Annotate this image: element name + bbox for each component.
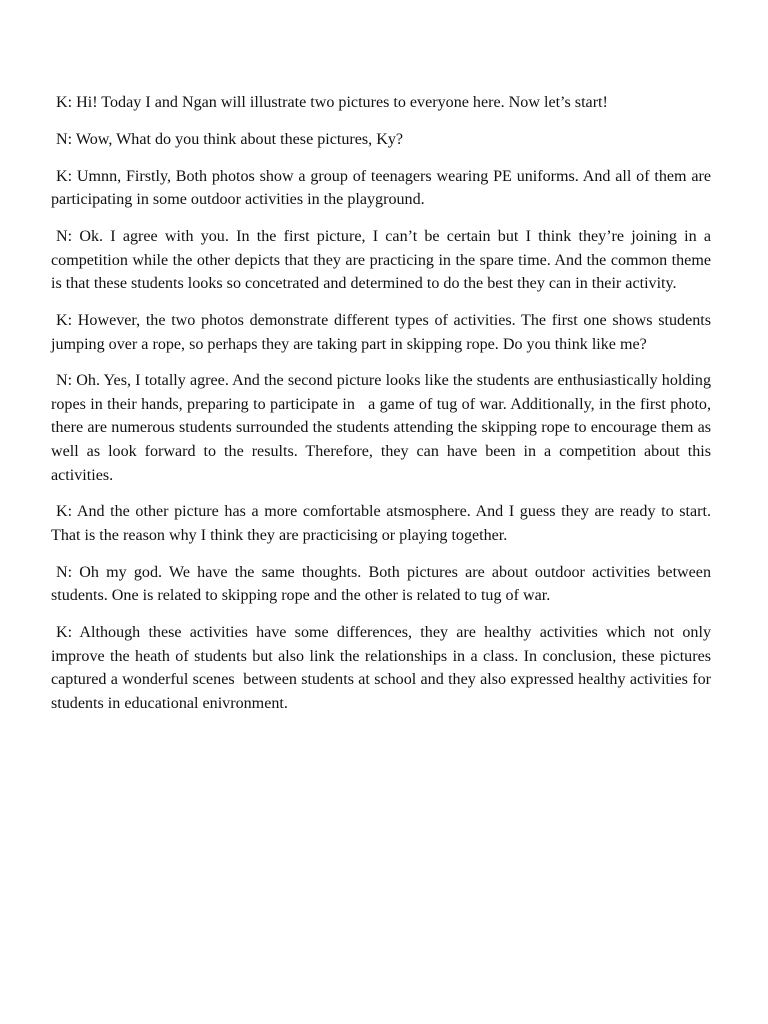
document-page <box>51 91 716 729</box>
dialogue-paragraph-7: K: And the other picture has a more comfortable atsmosphere. And I guess they are ready to start. That is the reason why I think they are practicising or playing together. <box>51 503 715 545</box>
dialogue-paragraph-8: N: Oh my god. We have the same thoughts. Both pictures are about outdoor activities between students. One is related to skipping rope and the other is related to tug of war. <box>51 563 716 605</box>
dialogue-paragraph-5: K: However, the two photos demonstrate different types of activities. The first one shows students jumping over a rope, so perhaps they are taking part in skipping rope. Do you think like me? <box>51 311 716 353</box>
dialogue-paragraph-4: N: Ok. I agree with you. In the first picture, I can’t be certain but I think they’re joining in a competition while the other depicts that they are practicing in the spare time. And the common theme is that these students looks so concetrated and determined to do the best they can in their activity. <box>51 227 716 293</box>
dialogue-paragraph-6: N: Oh. Yes, I totally agree. And the second picture looks like the students are enthusiastically holding ropes in their hands, preparing to participate in a game of tug of war. Additionally, in the first photo, there are numerous students surrounded the students attending the skipping rope to encourage them as well as look forward to the results. Therefore, they can have been in a competition about this activities. <box>51 372 716 484</box>
dialogue-paragraph-2: N: Wow, What do you think about these pictures, Ky? <box>56 130 404 148</box>
dialogue-paragraph-3: K: Umnn, Firstly, Both photos show a group of teenagers wearing PE uniforms. And all of them are participating in some outdoor activities in the playground. <box>51 167 716 209</box>
dialogue-paragraph-1: K: Hi! Today I and Ngan will illustrate two pictures to everyone here. Now let’s start! <box>56 94 608 111</box>
dialogue-paragraph-9: K: Although these activities have some differences, they are healthy activities which not only improve the heath of students but also link the relationships in a class. In conclusion, these pictures captured a wonderful scenes between students at school and they also expressed healthy activities for students in educational enivronment. <box>51 624 716 712</box>
